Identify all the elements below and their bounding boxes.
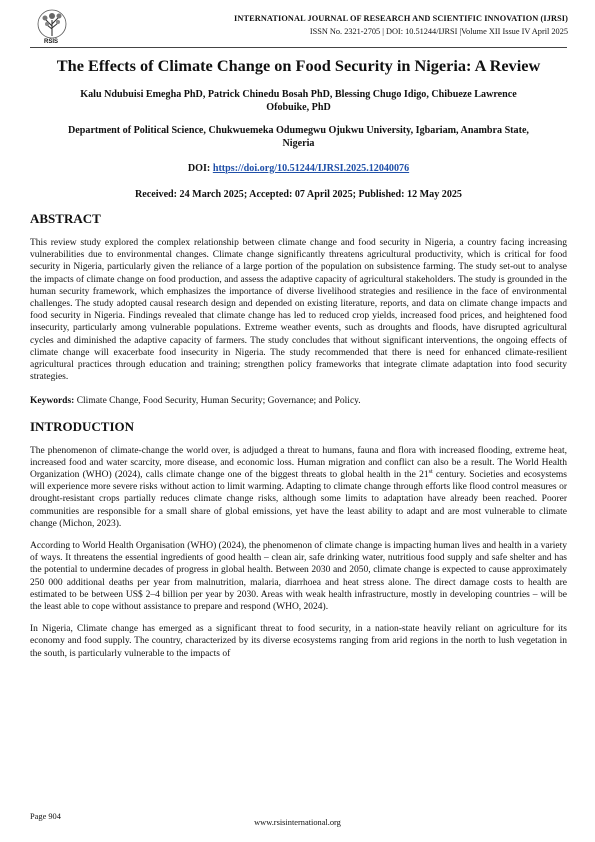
journal-meta: ISSN No. 2321-2705 | DOI: 10.51244/IJRSI |Volume XII Issue IV April 2025 [309, 27, 568, 36]
keywords-text: Climate Change, Food Security, Human Security; Governance; and Policy. [74, 396, 361, 407]
abstract-heading: ABSTRACT [30, 211, 101, 226]
footer-website: www.rsisinternational.org [254, 818, 341, 827]
intro-paragraph-3: In Nigeria, Climate change has emerged as a significant threat to food security, in a nation-state heavily reliant on agriculture for its economy and food supply. The country, characterized by its diverse ecosystems ranging from arid regions in the north to lush vegetation in the south, is particularly vulnerable to the impacts of [30, 624, 567, 659]
doi-label: DOI: [187, 163, 211, 174]
author-list: Kalu Ndubuisi Emegha PhD, Patrick Chinedu Bosah PhD, Blessing Chugo Idigo, Chibueze Lawrence Ofobuike, PhD [80, 89, 517, 113]
article-title: The Effects of Climate Change on Food Security in Nigeria: A Review [56, 56, 541, 75]
article-body [30, 54, 567, 660]
tree-logo-icon [30, 8, 90, 50]
abstract-text: This review study explored the complex relationship between climate change and food security in Nigeria, a country facing increasing vulnerabilities due to environmental changes. Climate change significantly threatens agricultural productivity, which is critical for food security in Nigeria, particularly given the reliance of a large portion of the population on subsistence farming. The study set-out to analyse the impacts of climate change on food production, and assess the adaptive capacity of agricultural stakeholders. The study is grounded in the human security framework, which emphasizes the importance of diverse livelihood strategies and resilience in the face of environmental challenges. The study adopted causal research design and depended on existing literature, reports, and data on climate change impacts and food security in Nigeria. Findings revealed that climate change has led to reduced crop yields, increased food prices, and heightened food insecurity, particularly among vulnerable populations. Extreme weather events, such as droughts and floods, have disrupted agricultural cycles and diminished the adaptive capacity of farmers. The study concludes that without significant interventions, the ongoing effects of climate change will exacerbate food insecurity in Nigeria. The study recommended that there is need for enhanced climate-resilient agricultural practices through education and training; strengthen policy frameworks that integrate climate adaptation into food security strategies. [30, 238, 567, 383]
publication-dates: Received: 24 March 2025; Accepted: 07 April 2025; Published: 12 May 2025 [135, 189, 462, 200]
intro-p1-superscript: st [428, 468, 433, 475]
journal-name: INTERNATIONAL JOURNAL OF RESEARCH AND SCIENTIFIC INNOVATION (IJRSI) [234, 14, 568, 23]
doi-link[interactable]: https://doi.org/10.51244/IJRSI.2025.12040076 [212, 163, 410, 174]
page-header [30, 8, 568, 50]
intro-p1-part-b: century. Societies and ecosystems will experience more severe risks without action to limit warming. Adapting to climate change through efforts like flood control measures or drought-resistant crops partially reduces climate change risks, although some limits to adaptation have already been reached. Poorer communities are responsible for a small share of global emissions, yet have the least ability to adapt and are most vulnerable to climate change (Michon, 2023). [30, 470, 567, 529]
introduction-heading: INTRODUCTION [30, 418, 135, 434]
header-divider [30, 47, 567, 48]
logo-text: RSIS [44, 39, 59, 45]
intro-paragraph-2: According to World Health Organisation (WHO) (2024), the phenomenon of climate change is impacting human lives and health in a variety of ways. It threatens the essential ingredients of good health – clean air, safe drinking water, nutritious food supply and safe shelter and has the potential to undermine decades of progress in global health. Between 2030 and 2050, climate change is expected to cause approximately 250 000 additional deaths per year from malnutrition, malaria, diarrhoea and heat stress alone. The direct damage costs to health are estimated to be between US$ 2–4 billion per year by 2030. Areas with weak health infrastructure, mostly in developing countries – will be the least able to cope without assistance to prepare and respond (WHO, 2024). [30, 541, 567, 613]
journal-logo [30, 8, 90, 50]
keywords-label: Keywords: [30, 396, 75, 407]
intro-paragraph-1 [30, 445, 567, 530]
intro-p1-part-a: The phenomenon of climate-change the world over, is adjudged a threat to humans, fauna and flora with increased flooding, extreme heat, increased food and water scarcity, more disease, and economic loss. Human migration and conflict can also be a result. The World Health Organization (WHO) (2024), calls climate change one of the biggest threats to global health in the 21 [30, 445, 567, 481]
keywords-line [30, 395, 567, 407]
doi-line [30, 162, 567, 175]
affiliation: Department of Political Science, Chukwuemeka Odumegwu Ojukwu University, Igbariam, Anambra State, Nigeria [68, 125, 529, 149]
page-number: Page 904 [30, 812, 61, 821]
